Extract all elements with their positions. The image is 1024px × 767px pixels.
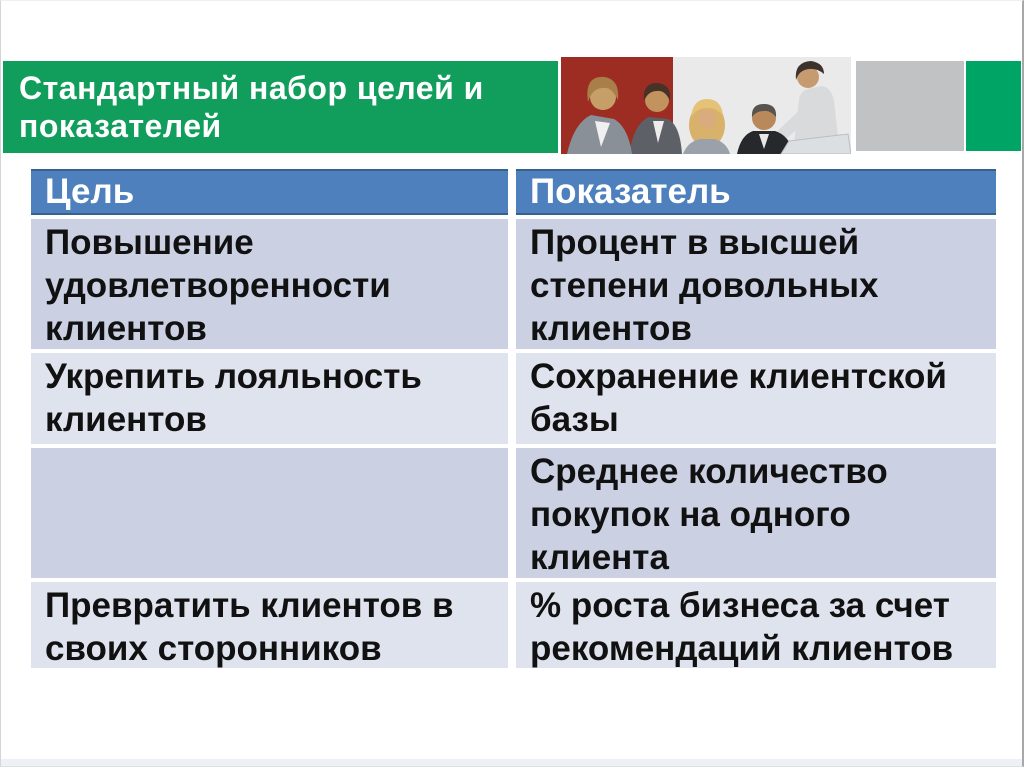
indicator-cell-1: Процент в высшей степени довольных клиентов: [516, 219, 996, 349]
goal-cell-2: Укрепить лояльность клиентов: [31, 353, 508, 444]
goal-cell-3: [31, 448, 508, 578]
meeting-photo: [561, 57, 851, 154]
indicator-cell-2: Сохранение клиентской базы: [516, 353, 996, 444]
goals-indicators-table: [31, 169, 996, 668]
indicator-cell-4: % роста бизнеса за счет рекомендаций клиентов: [516, 582, 996, 668]
goal-cell-4: Превратить клиентов в своих сторонников: [31, 582, 508, 668]
slide-title: Стандартный набор целей и показателей: [19, 70, 484, 144]
decor-green-block: [966, 61, 1021, 151]
column-header-goal: [31, 169, 508, 215]
column-header-indicator-label: Показатель: [530, 172, 731, 211]
column-header-indicator: [516, 169, 996, 215]
goal-cell-1: Повышение удовлетворенности клиентов: [31, 219, 508, 349]
column-header-goal-label: Цель: [45, 172, 135, 211]
indicator-cell-3: Среднее количество покупок на одного клиента: [516, 448, 996, 578]
decor-gray-block: [856, 61, 964, 151]
slide-title-bar: [3, 61, 558, 153]
footer-strip: [1, 759, 1024, 766]
